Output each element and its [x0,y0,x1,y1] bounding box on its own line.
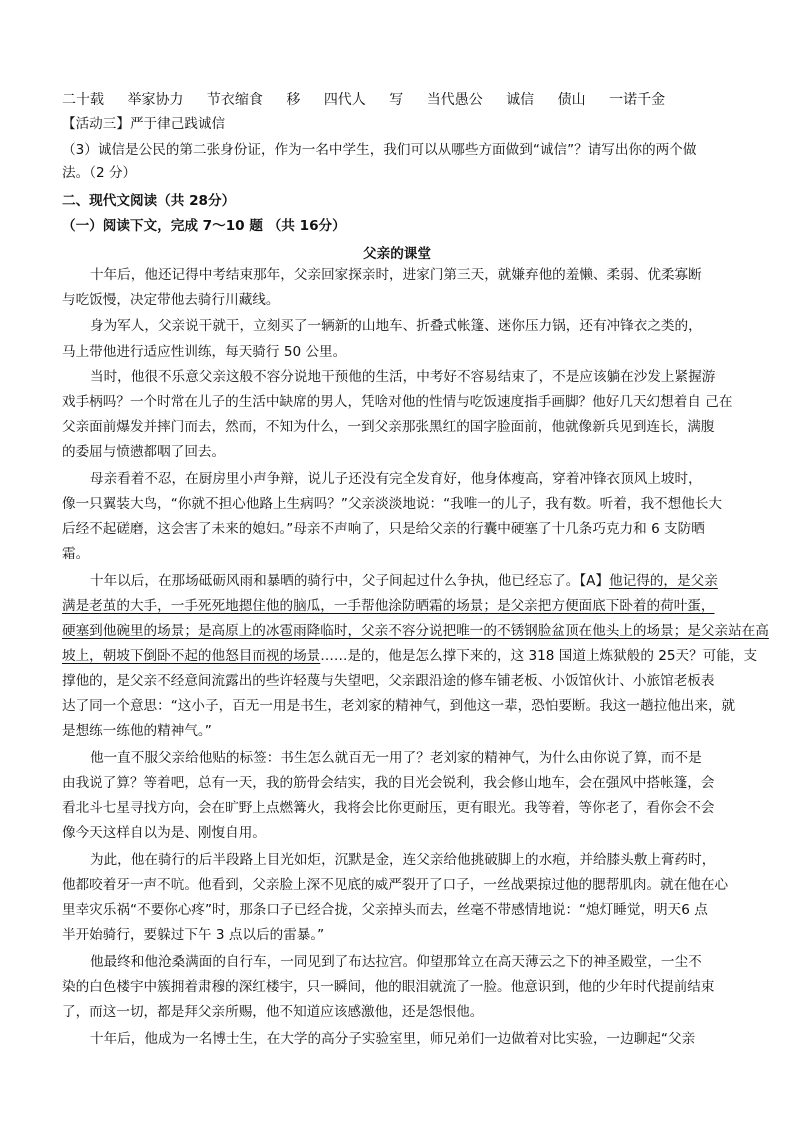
paragraph-line: 当时，他很不乐意父亲这般不容分说地干预他的生活，中考好不容易结束了，不是应该躺在沙发上紧握游 [90,369,716,385]
paragraph-line: 由我说了算？等着吧，总有一天，我的筋骨会结实，我的目光会锐利，我会修山地车，会在强风中搭帐篷，会 [62,775,715,791]
word-bank-item: 诚信 [506,92,535,108]
paragraph-line: 的委屈与愤懑都咽了回去。 [62,444,226,460]
underlined-passage-a: 硬塞到他碗里的场景；是高原上的冰雹雨降临时，父亲不容分说把唯一的不锈钢脸盆顶在他头上的场景；是父亲站在高 [62,623,769,639]
paragraph-line: 像今天这样自以为是、刚愎自用。 [62,825,266,841]
paragraph-line: 像一只翼装大鸟，“你就不担心他路上生病吗？”父亲淡淡地说：“我唯一的儿子，我有数。听着，我不想他长大 [62,496,723,512]
word-bank-item: 移 [286,92,301,108]
paragraph-line: 母亲看着不忍，在厨房里小声争辩，说儿子还没有完全发育好，他身体瘦高，穿着冲锋衣顶风上坡时， [90,471,702,487]
paragraph-line: 十年后，他成为一名博士生，在大学的高分子实验室里，师兄弟们一边做着对比实验，一边聊起“父亲 [90,1031,696,1047]
paragraph-line [90,571,770,591]
paragraph-line: 他最终和他沧桑满面的自行车，一同见到了布达拉宫。仰望那耸立在高天薄云之下的神圣殿堂，一尘不 [90,954,702,970]
paragraph-line: 父亲面前爆发并摔门而去，然而，不知为什么，一到父亲那张黑红的国字脸面前，他就像新兵见到连长，满腹 [62,419,715,435]
paragraph-line: 他一直不服父亲给他贴的标签：书生怎么就百无一用了？老刘家的精神气，为什么由你说了算，而不是 [90,750,702,766]
paragraph-line: 染的白色楼宇中簇拥着肃穆的深红楼宇，只一瞬间，他的眼泪就流了一脸。他意识到，他的少年时代提前结束 [62,979,715,995]
paragraph-line: 身为军人，父亲说干就干，立刻买了一辆新的山地车、折叠式帐篷、迷你压力锅，还有冲锋衣之类的， [90,318,702,334]
activity3-heading: 【活动三】严于律己践诚信 [62,116,226,132]
article-title: 父亲的课堂 [363,246,431,262]
word-bank [62,90,742,110]
paragraph-line: 了，而这一切，都是拜父亲所赐，他不知道应该感激他，还是怨恨他。 [62,1004,484,1020]
underlined-passage-a: 坡上，朝坡下倒卧不起的他怒目而视的场景 [62,648,321,664]
word-bank-item: 四代人 [323,92,366,108]
paragraph-line: 与吃饭慢，决定带他去骑行川藏线。 [62,292,280,308]
paragraph-line: 是想练一练他的精神气。” [62,723,212,739]
underlined-passage-a: 满是老茧的大手，一手死死地摁住他的脑瓜，一手帮他涂防晒霜的场景；是父亲把方便面底下卧着的荷叶蛋， [62,598,715,614]
paragraph-line: 戏手柄吗？一个时常在儿子的生活中缺席的男人，凭啥对他的性情与吃饭速度指手画脚？他好几天幻想着自 己在 [62,394,733,410]
paragraph-line [62,646,758,666]
paragraph-line: 后经不起磋磨，这会害了未来的媳妇。”母亲不声响了，只是给父亲的行囊中硬塞了十几条巧克力和 6 支防晒 [62,521,705,537]
question3-text: （3）诚信是公民的第二张身份证，作为一名中学生，我们可以从哪些方面做到“诚信”？请写出你的两个做 [62,142,697,158]
section-heading: 二、现代文阅读（共 28分） [62,193,236,209]
paragraph-text: 十年以后，在那场砥砺风雨和暴晒的骑行中，父子间起过什么争执，他已经忘了。【A】 [90,573,610,589]
word-bank-item: 债山 [557,92,586,108]
word-bank-item: 举家协力 [127,92,184,108]
word-bank-item: 当代愚公 [426,92,483,108]
paragraph-line: 达了同一个意思：“这小子，百无一用是书生，老刘家的精神气，到他这一辈，恐怕要断。我这一趟拉他出来，就 [62,698,736,714]
paragraph-line: 里幸灾乐祸“不要你心疼”时，那条口子已经合拢，父亲掉头而去，丝毫不带感情地说：“熄灯睡觉，明天6 点 [62,902,708,918]
question3-text: 法。（2 分） [62,165,137,181]
paragraph-line: 他都咬着牙一声不吭。他看到，父亲脸上深不见底的威严裂开了口子，一丝战栗掠过他的腮帮肌肉。就在他在心 [62,877,729,893]
subsection-heading: （一）阅读下文，完成 7～10 题 （共 16分） [62,218,346,234]
word-bank-item: 写 [389,92,404,108]
word-bank-item: 节衣缩食 [206,92,263,108]
paragraph-line: 为此，他在骑行的后半段路上目光如炬，沉默是金，连父亲给他挑破脚上的水疱，并给膝头敷上膏药时， [90,852,716,868]
paragraph-line: 半开始骑行，要躲过下午 3 点以后的雷暴。” [62,927,325,943]
paragraph-line: 马上带他进行适应性训练，每天骑行 50 公里。 [62,344,347,360]
paragraph-line: 十年后，他还记得中考结束那年，父亲回家探亲时，进家门第三天，就嫌弃他的羞懒、柔弱、优柔寡断 [90,267,702,283]
paragraph-line: 撑他的，是父亲不经意间流露出的些许轻蔑与失望吧，父亲跟沿途的修车铺老板、小饭馆伙计、小旅馆老板表 [62,673,715,689]
word-bank-item: 二十载 [62,92,104,108]
underlined-passage-a: 他记得的，是父亲 [609,573,718,589]
word-bank-item: 一诺千金 [609,92,666,108]
paragraph-line: 霜。 [62,546,90,562]
paragraph-line: 看北斗七星寻找方向，会在旷野上点燃篝火，我将会比你更耐压，更有眼光。我等着，等你老了，看你会不会 [62,800,715,816]
paragraph-text: ……是的，他是怎么撑下来的，这 318 国道上炼狱般的 25天？可能，支 [320,648,758,664]
